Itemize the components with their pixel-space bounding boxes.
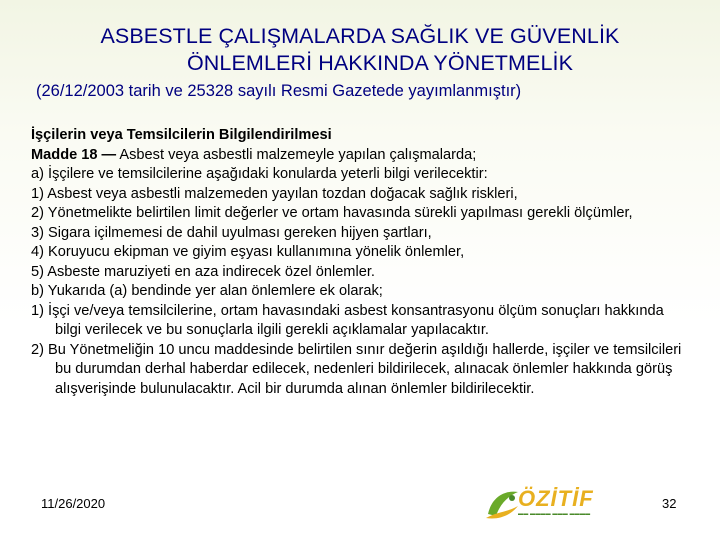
list-item: a) İşçilere ve temsilcilerine aşağıdaki konularda yeterli bilgi verilecektir: [31,166,488,182]
slide-body [31,126,691,399]
leaf-swoosh-logo-icon [482,484,522,524]
madde-label: Madde 18 — [31,146,117,163]
list-item: 2) Yönetmelikte belirtilen limit değerler ve ortam havasında sürekli yapılması gerekli ölçümler, [31,205,633,221]
list-item: 2) Bu Yönetmeliğin 10 uncu maddesinde belirtilen sınır değerin aşıldığı hallerde, işçiler ve temsilcileri bu durumdan derhal haberdar edilecek, nedenleri bildirilecek, alınacak önlemler hakkında görüş alışverişinde bulunulacaktır. Acil bir durumda alınan önlemler bildirilecektir. [31,341,682,397]
list-item: b) Yukarıda (a) bendinde yer alan önlemlere ek olarak; [31,283,383,299]
section-heading: İşçilerin veya Temsilcilerin Bilgilendirilmesi [31,127,332,143]
list-item: 4) Koruyucu ekipman ve giyim eşyası kullanımına yönelik önlemler, [31,244,465,260]
logo-tagline: ▬▬ ▬▬▬▬ ▬▬▬ ▬▬▬▬ [518,511,591,517]
list-item: 1) İşçi ve/veya temsilcilerine, ortam havasındaki asbest konsantrasyonu ölçüm sonuçları hakkında bilgi verilecek ve bu sonuçlarla ilgili gerekli açıklamalar yapılacaktır. [31,302,664,338]
slide-subtitle: (26/12/2003 tarih ve 25328 sayılı Resmi Gazetede yayımlanmıştır) [36,82,522,100]
page-number: 32 [662,496,677,511]
slide-title-line1: ASBESTLE ÇALIŞMALARDA SAĞLIK VE GÜVENLİK [100,24,620,48]
list-item: 5) Asbeste maruziyeti en aza indirecek özel önlemler. [31,263,375,280]
list-item: 3) Sigara içilmemesi de dahil uyulması gereken hijyen şartları, [31,224,432,241]
madde-line [31,146,691,166]
footer-date: 11/26/2020 [41,496,106,511]
madde-text: Asbest veya asbestli malzemeyle yapılan çalışmalarda; [116,146,477,163]
list-item: 1) Asbest veya asbestli malzemeden yayılan tozdan doğacak sağlık riskleri, [31,185,518,202]
slide-title-line2: ÖNLEMLERİ HAKKINDA YÖNETMELİK [186,51,574,75]
logo-wordmark: ÖZİTİF [518,486,594,511]
company-logo [482,484,622,524]
